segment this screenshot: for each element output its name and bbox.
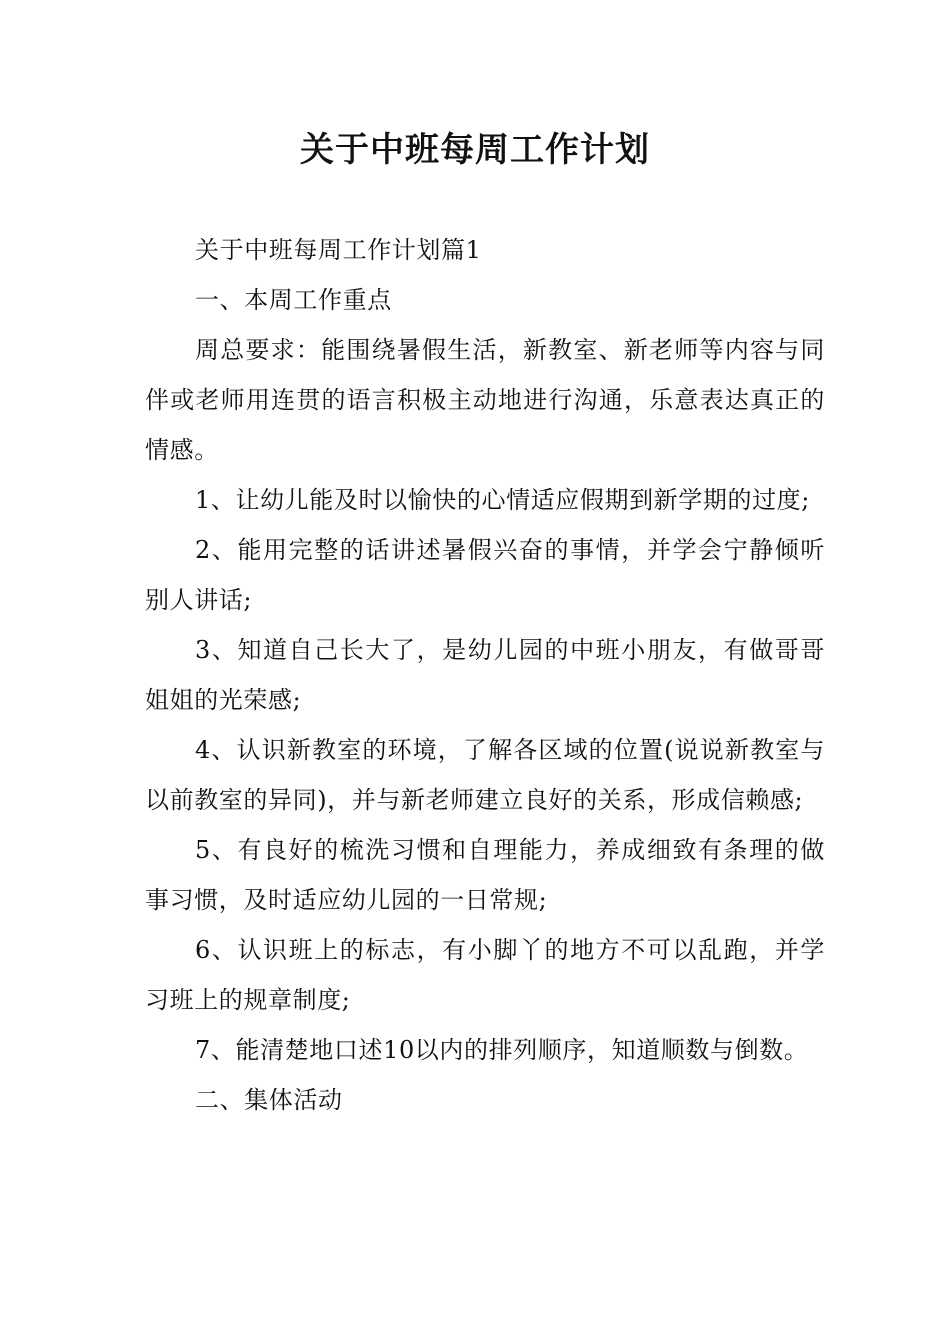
list-item: 3、知道自己长大了，是幼儿园的中班小朋友，有做哥哥姐姐的光荣感; <box>145 636 825 714</box>
list-item: 6、认识班上的标志，有小脚丫的地方不可以乱跑，并学习班上的规章制度; <box>145 936 825 1014</box>
document-title: 关于中班每周工作计划 <box>300 130 650 170</box>
list-item: 4、认识新教室的环境，了解各区域的位置(说说新教室与以前教室的异同)，并与新老师建立良好的关系，形成信赖感; <box>145 736 825 814</box>
subsection-heading: 二、集体活动 <box>195 1086 343 1114</box>
section-heading: 关于中班每周工作计划篇1 <box>195 236 482 264</box>
subsection-heading: 一、本周工作重点 <box>195 286 392 314</box>
document-body <box>145 225 825 1125</box>
paragraph: 周总要求：能围绕暑假生活，新教室、新老师等内容与同伴或老师用连贯的语言积极主动地进行沟通，乐意表达真正的情感。 <box>145 336 825 464</box>
list-item: 5、有良好的梳洗习惯和自理能力，养成细致有条理的做事习惯，及时适应幼儿园的一日常规; <box>145 836 825 914</box>
list-item: 2、能用完整的话讲述暑假兴奋的事情，并学会宁静倾听别人讲话; <box>145 536 825 614</box>
list-item: 1、让幼儿能及时以愉快的心情适应假期到新学期的过度; <box>195 486 810 514</box>
list-item: 7、能清楚地口述10以内的排列顺序，知道顺数与倒数。 <box>195 1036 809 1064</box>
